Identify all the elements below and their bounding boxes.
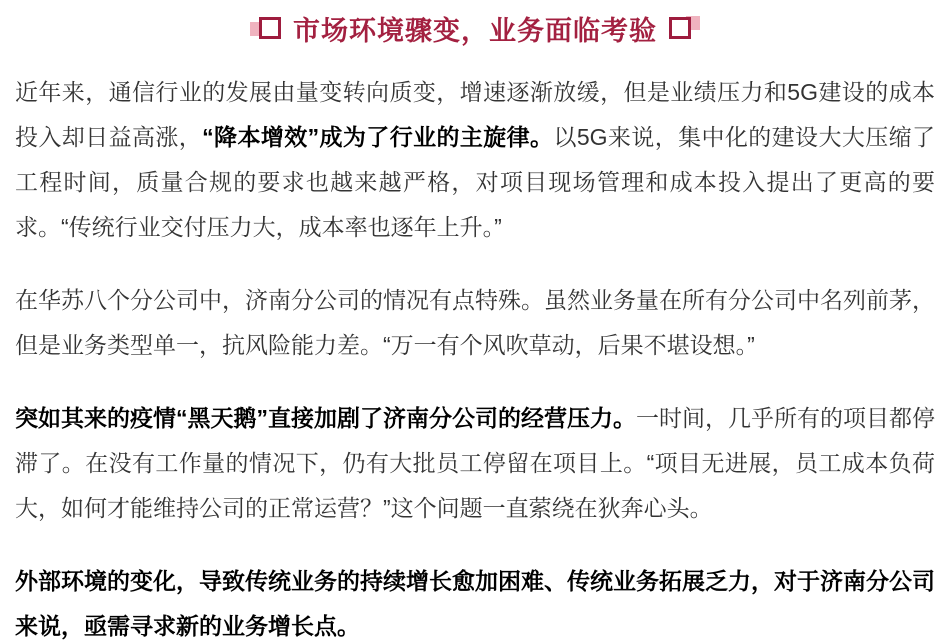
text-run-bold: 突如其来的疫情“黑天鹅”直接加剧了济南分公司的经营压力。 bbox=[15, 405, 636, 431]
text-run: 近年来，通信行业的发展由量变转向质变，增速逐渐放缓，但是业绩压力和5G建设的成本投入却日益高涨， bbox=[15, 79, 935, 150]
text-run-bold: 外部环境的变化，导致传统业务的持续增长愈加困难、传统业务拓展乏力，对于济南分公司来说，亟需寻求新的业务增长点。 bbox=[15, 568, 935, 639]
text-run-bold: “降本增效”成为了行业的主旋律。 bbox=[202, 124, 554, 150]
paragraph bbox=[15, 396, 935, 531]
paragraph bbox=[15, 559, 935, 640]
text-run: 以5G来说，集中化的建设大大压缩了工程时间，质量合规的要求也越来越严格，对项目现场管理和成本投入提出了更高的要求。“传统行业交付压力大，成本率也逐年上升。” bbox=[15, 124, 936, 240]
page-title: 市场环境骤变，业务面临考验 bbox=[293, 15, 657, 46]
outline-square-icon bbox=[259, 17, 281, 39]
text-run: 一时间，几乎所有的项目都停滞了。在没有工作量的情况下，仍有大批员工停留在项目上。“项目无进展，员工成本负荷大，如何才能维持公司的正常运营？”这个问题一直萦绕在狄奔心头。 bbox=[15, 405, 935, 521]
outline-square-icon bbox=[669, 17, 691, 39]
title-accent-right bbox=[669, 17, 700, 39]
text-run: 在华苏八个分公司中，济南分公司的情况有点特殊。虽然业务量在所有分公司中名列前茅，但是业务类型单一，抗风险能力差。“万一有个风吹草动，后果不堪设想。” bbox=[15, 287, 935, 358]
title-accent-left bbox=[250, 17, 281, 39]
paragraph bbox=[15, 70, 935, 250]
paragraph bbox=[15, 278, 935, 368]
article-body bbox=[15, 70, 935, 640]
page-title-row bbox=[15, 9, 935, 47]
